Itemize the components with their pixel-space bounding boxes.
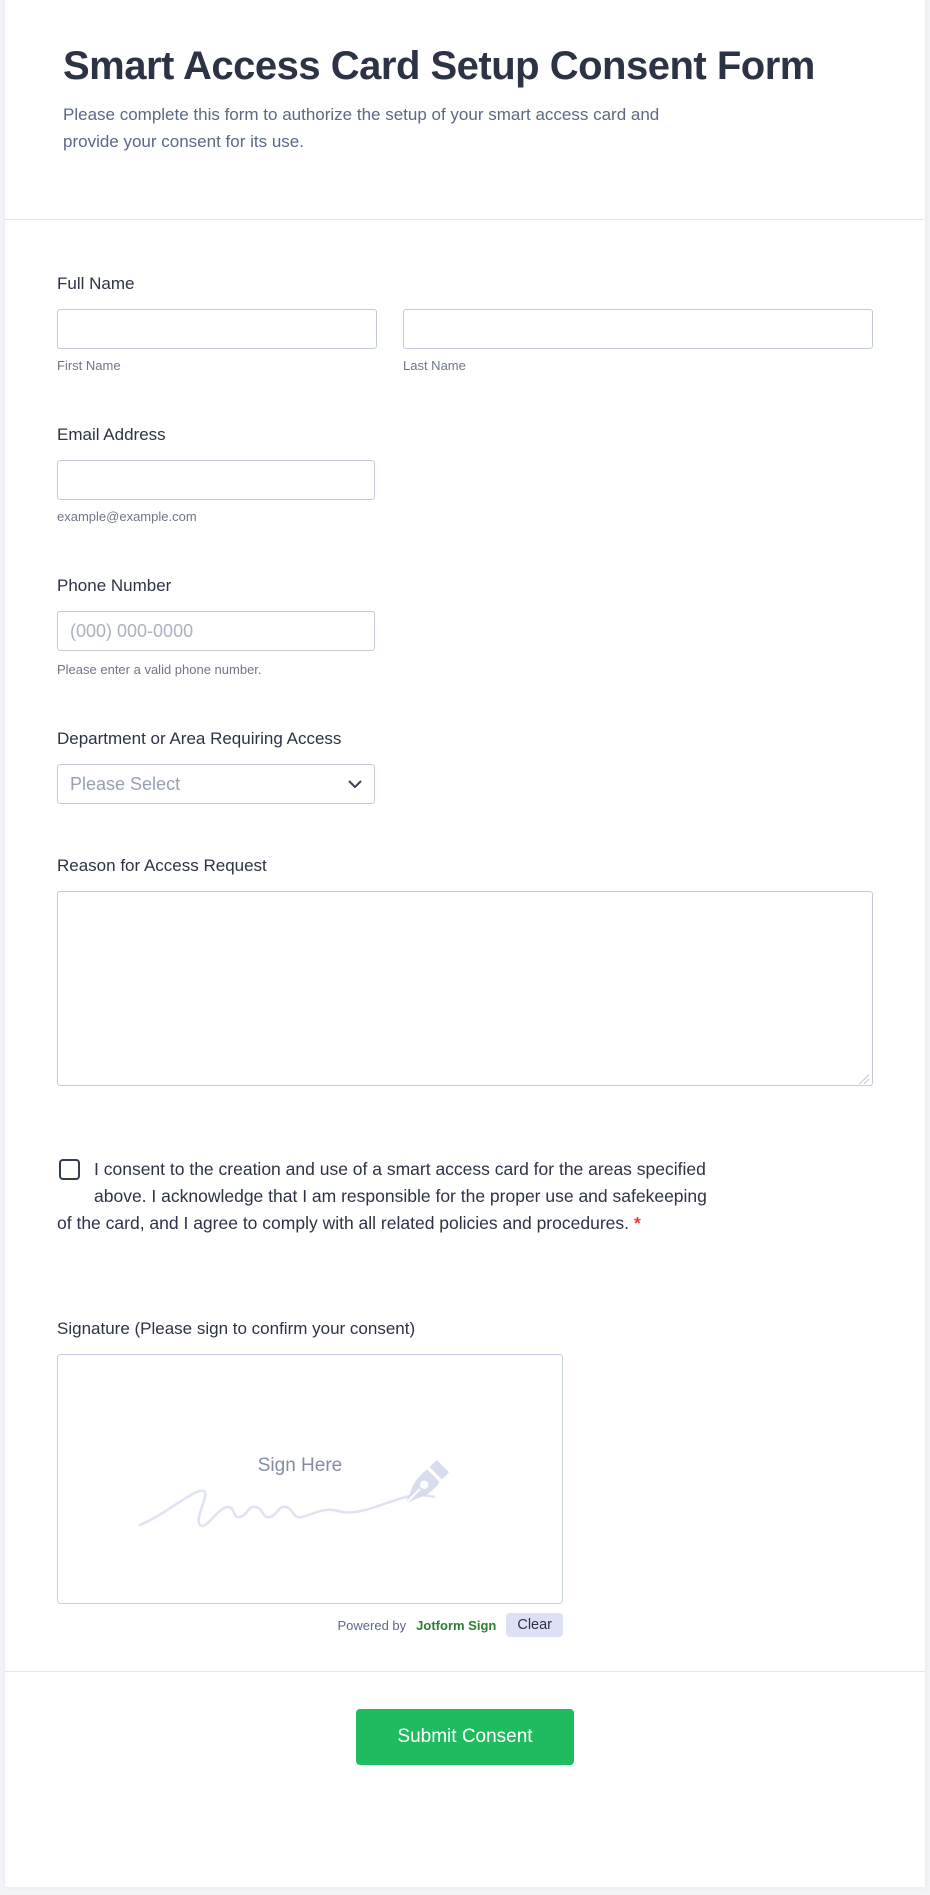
department-select[interactable] <box>57 764 375 804</box>
form-body <box>5 220 925 1637</box>
consent-text: I consent to the creation and use of a smart access card for the areas specified above. I acknowledge that I am responsible for the proper use and safekeeping of the card, and I agree to comply with all related policies and procedures. <box>57 1159 707 1233</box>
signature-label: Signature (Please sign to confirm your consent) <box>57 1319 416 1338</box>
jotform-sign-brand-link[interactable]: Jotform Sign <box>416 1617 497 1633</box>
signature-squiggle-icon <box>138 1473 438 1537</box>
last-name-input[interactable] <box>403 309 873 349</box>
form-header <box>5 0 925 220</box>
reason-textarea[interactable] <box>57 891 873 1086</box>
signature-footer <box>57 1613 563 1637</box>
full-name-label: Full Name <box>57 274 135 293</box>
phone-helper-text: Please enter a valid phone number. <box>57 662 262 677</box>
pen-nib-icon <box>400 1457 452 1509</box>
department-selected-value: Please Select <box>70 773 181 794</box>
required-asterisk: * <box>634 1213 641 1233</box>
textarea-resize-handle[interactable] <box>859 1074 869 1084</box>
field-department <box>57 727 873 804</box>
clear-signature-button[interactable]: Clear <box>506 1613 563 1637</box>
field-full-name <box>57 272 873 373</box>
phone-label: Phone Number <box>57 576 172 595</box>
form-card <box>5 0 925 1887</box>
email-label: Email Address <box>57 425 166 444</box>
consent-row <box>57 1156 717 1237</box>
consent-checkbox[interactable] <box>59 1159 80 1180</box>
field-email <box>57 423 873 524</box>
reason-label: Reason for Access Request <box>57 856 267 875</box>
field-signature <box>57 1317 873 1637</box>
page-subtitle: Please complete this form to authorize the setup of your smart access card and provide your consent for its use. <box>63 105 660 151</box>
signature-pad[interactable] <box>57 1354 563 1604</box>
first-name-input[interactable] <box>57 309 377 349</box>
email-sublabel: example@example.com <box>57 509 197 524</box>
phone-input[interactable] <box>57 611 375 651</box>
department-label: Department or Area Requiring Access <box>57 729 342 748</box>
email-input[interactable] <box>57 460 375 500</box>
last-name-sublabel: Last Name <box>403 358 466 373</box>
powered-by-text: Powered by <box>337 1617 407 1633</box>
chevron-down-icon <box>348 780 362 789</box>
page-title: Smart Access Card Setup Consent Form <box>63 44 815 88</box>
submit-consent-button[interactable]: Submit Consent <box>356 1709 574 1765</box>
field-reason <box>57 854 873 1091</box>
field-phone <box>57 574 873 677</box>
first-name-sublabel: First Name <box>57 358 121 373</box>
sign-here-placeholder: Sign Here <box>257 1455 343 1476</box>
submit-section <box>5 1671 925 1809</box>
